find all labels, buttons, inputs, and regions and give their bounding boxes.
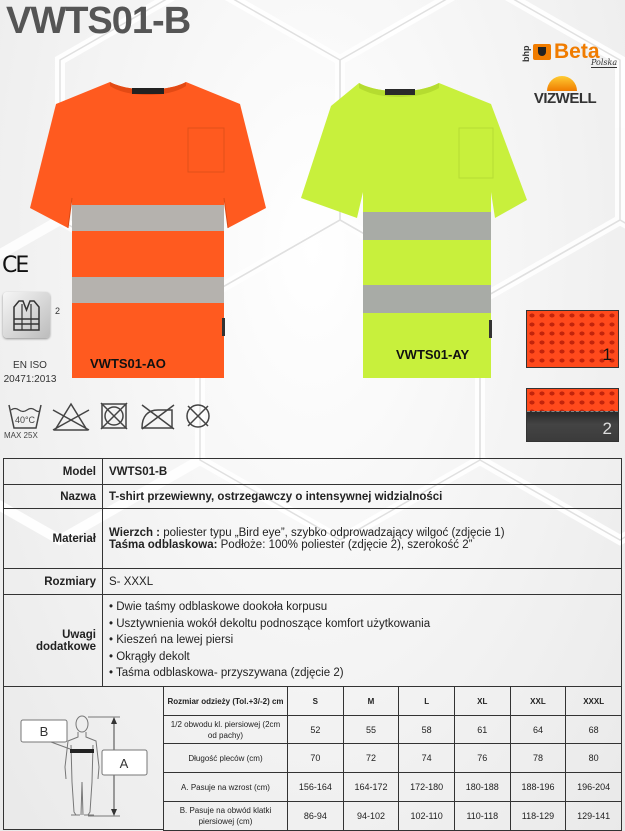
spec-key: Uwagi dodatkowe xyxy=(4,595,103,687)
table-row xyxy=(164,744,622,773)
standard-number: 20471:2013 xyxy=(3,374,57,385)
spec-value xyxy=(103,595,622,687)
table-cell: 55 xyxy=(343,716,399,744)
table-cell: 64 xyxy=(510,716,566,744)
page-title: VWTS01-B xyxy=(6,0,191,42)
spec-value: T-shirt przewiewny, ostrzegawczy o intensywnej widzialności xyxy=(103,485,622,509)
table-cell: 61 xyxy=(454,716,510,744)
spec-key: Rozmiary xyxy=(4,569,103,595)
logo-bhp-text: bhp xyxy=(521,45,531,62)
table-cell: 70 xyxy=(288,744,344,773)
size-col-header: S xyxy=(288,687,344,716)
ce-mark: CE xyxy=(2,253,28,278)
fabric-swatch-2 xyxy=(526,388,619,442)
table-cell: 196-204 xyxy=(566,773,622,802)
spec-value xyxy=(103,509,622,569)
table-cell: 68 xyxy=(566,716,622,744)
size-header-row xyxy=(164,687,622,716)
swatch-fabric-part xyxy=(527,389,618,411)
sun-icon xyxy=(547,76,577,91)
svg-text:40°C: 40°C xyxy=(14,415,36,425)
size-col-header: L xyxy=(399,687,455,716)
table-cell: 156-164 xyxy=(288,773,344,802)
logo-vizwell-text: VIZWELL xyxy=(533,90,597,107)
list-item: • Usztywnienia wokół dekoltu podnoszące komfort użytkowania xyxy=(109,616,615,633)
product-label-orange: VWTS01-AO xyxy=(90,356,166,371)
list-item: • Taśma odblaskowa- przyszywana (zdjęcie 2) xyxy=(109,665,615,682)
row-label: A. Pasuje na wzrost (cm) xyxy=(164,773,288,802)
size-chart-table xyxy=(163,686,622,831)
table-cell: 74 xyxy=(399,744,455,773)
table-row xyxy=(164,716,622,744)
table-cell: 58 xyxy=(399,716,455,744)
spec-value: S- XXXL xyxy=(103,569,622,595)
row-label: 1/2 obwodu kl. piersiowej (2cm od pachy) xyxy=(164,716,288,744)
vest-class-number: 2 xyxy=(55,306,61,316)
table-cell: 102-110 xyxy=(399,802,455,831)
features-list xyxy=(109,599,615,682)
size-col-header: XXXL xyxy=(566,687,622,716)
logo-polska-text: Polska xyxy=(591,58,618,67)
table-cell: 172-180 xyxy=(399,773,455,802)
beta-wrench-icon xyxy=(533,44,551,60)
wash-max-label: MAX 25X xyxy=(4,431,38,440)
table-cell: 110-118 xyxy=(454,802,510,831)
table-cell: 78 xyxy=(510,744,566,773)
svg-text:B: B xyxy=(39,724,49,739)
spec-row-model xyxy=(4,459,622,485)
list-item: • Dwie taśmy odblaskowe dookoła korpusu xyxy=(109,599,615,616)
material-line-2: Taśma odblaskowa: Podłoże: 100% poliester (zdjęcie 2), szerokość 2” xyxy=(109,538,473,551)
product-image-orange-tshirt xyxy=(28,78,268,388)
table-row xyxy=(164,802,622,831)
table-cell: 129-141 xyxy=(566,802,622,831)
swatch-number: 1 xyxy=(602,345,612,364)
spec-row-uwagi xyxy=(4,595,622,687)
row-label: Długość pleców (cm) xyxy=(164,744,288,773)
beta-polska-logo xyxy=(521,40,621,70)
product-image-yellow-tshirt xyxy=(291,80,531,390)
size-header-label: Rozmiar odzieży (Tol.+3/-2) cm xyxy=(164,687,288,716)
fabric-swatch-1 xyxy=(526,310,619,368)
row-label: B. Pasuje na obwód klatki piersiowej (cm) xyxy=(164,802,288,831)
table-cell: 52 xyxy=(288,716,344,744)
spec-row-material xyxy=(4,509,622,569)
table-cell: 72 xyxy=(343,744,399,773)
spec-key: Model xyxy=(4,459,103,485)
table-cell: 76 xyxy=(454,744,510,773)
product-label-yellow: VWTS01-AY xyxy=(396,347,470,362)
no-tumble-dry-icon xyxy=(100,402,128,435)
vizwell-logo xyxy=(525,76,605,108)
swatch-number: 2 xyxy=(602,419,612,438)
no-bleach-icon xyxy=(51,402,91,437)
table-cell: 180-188 xyxy=(454,773,510,802)
list-item: • Kieszeń na lewej piersi xyxy=(109,632,615,649)
size-col-header: XL xyxy=(454,687,510,716)
spec-key: Nazwa xyxy=(4,485,103,509)
no-dry-clean-icon xyxy=(184,402,212,435)
spec-key: Materiał xyxy=(4,509,103,569)
table-cell: 118-129 xyxy=(510,802,566,831)
standard-label: EN ISO xyxy=(13,360,47,371)
material-line-1: Wierzch : poliester typu „Bird eye”, szybko odprowadzający wilgoć (zdjęcie 1) xyxy=(109,526,505,539)
no-iron-icon xyxy=(138,402,176,435)
size-col-header: XXL xyxy=(510,687,566,716)
hi-vis-vest-icon xyxy=(3,292,50,338)
size-col-header: M xyxy=(343,687,399,716)
spec-row-nazwa xyxy=(4,485,622,509)
spec-table xyxy=(3,458,622,687)
table-cell: 86-94 xyxy=(288,802,344,831)
spec-row-rozmiary xyxy=(4,569,622,595)
table-cell: 188-196 xyxy=(510,773,566,802)
table-cell: 94-102 xyxy=(343,802,399,831)
logo-beta-text: Beta xyxy=(554,40,600,63)
table-row xyxy=(164,773,622,802)
table-cell: 80 xyxy=(566,744,622,773)
body-measurement-figure xyxy=(3,686,163,830)
list-item: • Okrągły dekolt xyxy=(109,649,615,666)
spec-value: VWTS01-B xyxy=(103,459,622,485)
table-cell: 164-172 xyxy=(343,773,399,802)
svg-text:A: A xyxy=(119,756,129,771)
